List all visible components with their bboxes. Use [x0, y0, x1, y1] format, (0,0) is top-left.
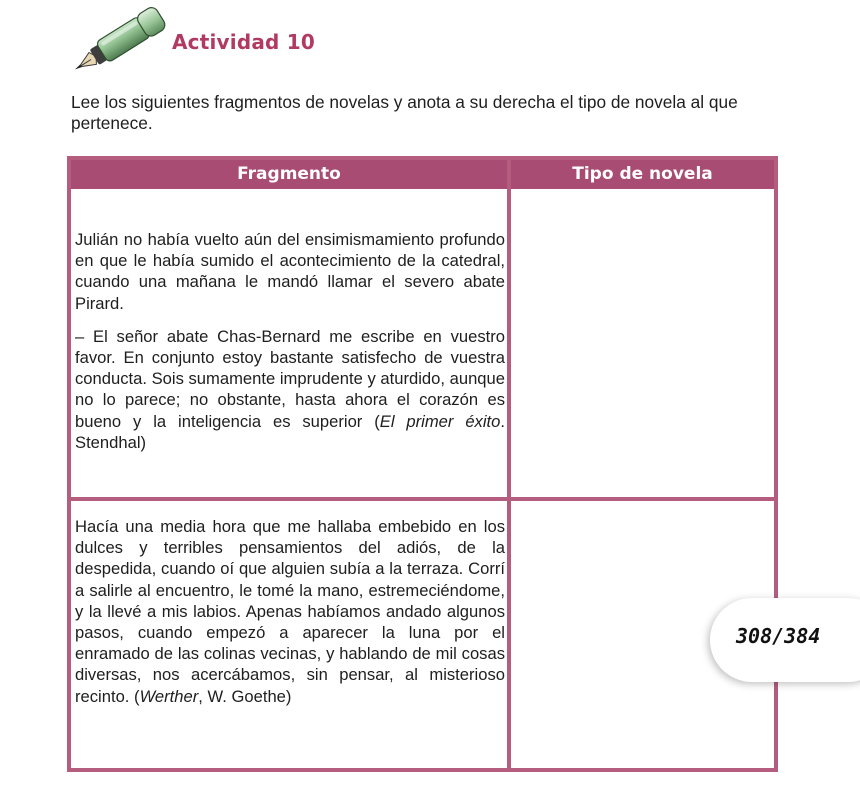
fragment-text: Hacía una media hora que me hallaba embebido en los dulces y terribles pensamientos del adiós, de la despedida, cuando oí que alguien subía a la terraza. Corrí a salirle al encuentro, le tomé la mano, estremeciéndome, y la llevé a mis labios. Apenas habíamos andado algunos pasos, cuando empezó a aparecer la luna por el enramado de las colinas vecinas, y hablando de mil cosas diversas, nos acercábamos, sin pensar, al misterioso recinto. ( [75, 517, 505, 706]
fragment-paragraph [75, 326, 505, 453]
header-fragment: Fragmento [237, 164, 341, 184]
activity-title: Actividad 10 [172, 30, 315, 54]
fragment-cell-stendhal [75, 229, 505, 453]
fragment-paragraph: Julián no había vuelto aún del ensimismamiento profundo en que le había sumido el acontecimiento de la catedral, cuando una mañana le mandó llamar el severo abate Pirard. [75, 230, 505, 313]
instructions-text: Lee los siguientes fragmentos de novelas y anota a su derecha el tipo de novela al que pertenece. [71, 92, 738, 133]
source-author: , W. Goethe) [198, 686, 292, 706]
source-title: El primer éxito [379, 411, 501, 431]
novel-type-answer-cell[interactable] [511, 189, 774, 497]
page-counter: 308/384 [736, 624, 821, 648]
source-title: Werther [139, 686, 199, 706]
fragment-cell-goethe [75, 516, 505, 707]
novel-fragments-table [67, 156, 778, 772]
fragment-paragraph [75, 516, 505, 707]
table-header [71, 160, 774, 189]
fragment-text: – El señor abate Chas-Bernard me escribe en vuestro favor. En conjunto estoy bastante satisfecho de vuestra conducta. Sois sumamente imprudente y aturdido, aunque no lo parece; no obstante, hasta ahora el corazón es bueno y la inteligencia es superior ( [75, 326, 505, 431]
source-author: . Stendhal) [75, 411, 506, 452]
fountain-pen-icon [66, 4, 172, 80]
header-novel-type: Tipo de novela [572, 164, 713, 184]
